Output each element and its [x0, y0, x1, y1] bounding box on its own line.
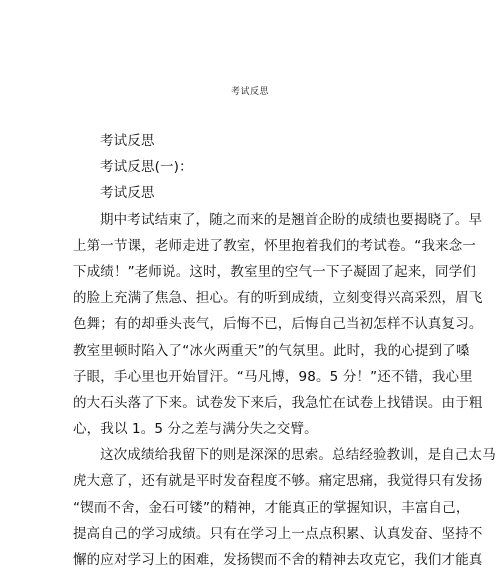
- text-line: 色舞；有的却垂头丧气，后悔不已，后悔自己当初怎样不认真复习。: [73, 316, 483, 333]
- text-line: 的脸上充满了焦急、担心。有的听到成绩，立刻变得兴高采烈，眉飞: [73, 290, 483, 307]
- text-line: 的大石头落了下来。试卷发下来后，我急忙在试卷上找错误。由于粗: [73, 394, 483, 411]
- page-header: 考试反思: [230, 87, 269, 97]
- text-line: “锲而不舍，金石可镂”的精神，才能真正的掌握知识，丰富自己，: [73, 499, 470, 516]
- text-line: 这次成绩给我留下的则是深深的思索。总结经验教训，是自己太马: [100, 447, 496, 464]
- text-line: 下成绩！”老师说。这时，教室里的空气一下子凝固了起来，同学们: [73, 263, 476, 280]
- text-line: 提高自己的学习成绩。只有在学习上一点点积累、认真发奋、坚持不: [73, 525, 483, 542]
- text-line: 子眼，手心里也开始冒汗。“马凡博，98。5 分！”还不错，我心里: [73, 368, 473, 385]
- text-line: 懈的应对学习上的困难，发扬锲而不舍的精神去攻克它，我们才能真: [73, 552, 483, 568]
- text-line: 考试反思: [100, 185, 155, 202]
- text-line: 期中考试结束了，随之而来的是翘首企盼的成绩也要揭晓了。早: [100, 211, 483, 228]
- text-line: 上第一节课，老师走进了教室，怀里抱着我们的考试卷。“我来念一: [73, 237, 476, 254]
- document-body: [73, 128, 496, 573]
- text-line: 教室里顿时陷入了“冰火两重天”的气氛里。此时，我的心提到了嗓: [73, 342, 470, 359]
- text-line: 心，我以 1。5 分之差与满分失之交臂。: [73, 421, 318, 438]
- text-line: 考试反思: [100, 133, 155, 149]
- text-line: 虎大意了，还有就是平时发奋程度不够。痛定思痛，我觉得只有发扬: [73, 473, 483, 490]
- text-line: 考试反思(一)：: [100, 159, 193, 176]
